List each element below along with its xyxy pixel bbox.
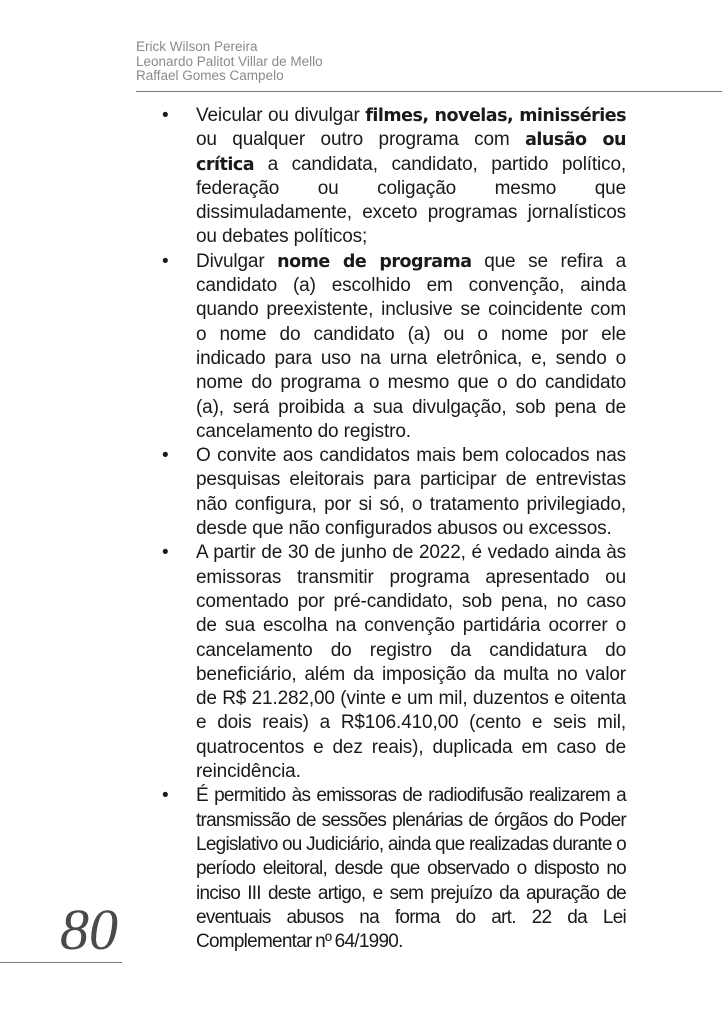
bullet-icon: •: [162, 542, 169, 564]
page-number: 80: [60, 897, 118, 962]
emphasis-text: alusão ou crítica: [196, 130, 626, 175]
item-text: ou qualquer outro programa com: [196, 129, 526, 151]
bullet-icon: •: [162, 250, 169, 272]
list-item: [160, 250, 626, 444]
item-text: que se refira a candidato (a) escolhido em convenção, ainda quando preexistente, inclusive se coincidente com o nome do candidato (a) ou o nome por ele indicado para uso na urna eletrônica, e, sendo o nome do programa o mesmo que o do candidato (a), será proibida a sua divulgação, sob pena de cancelamento do registro.: [196, 250, 626, 442]
author-name: Leonardo Palitot Villar de Mello: [136, 53, 323, 69]
item-text: É permitido às emissoras de radiodifusão realizarem a transmissão de sessões plenárias de órgãos do Poder Legislativo ou Judiciário, ainda que realizadas durante o período eleitoral, desde que observado o disposto no inciso III deste artigo, e sem prejuízo da apuração de eventuais abusos na forma do art. 22 da Lei Complementar nº 64/1990.: [196, 785, 626, 953]
item-text: O convite aos candidatos mais bem colocados nas pesquisas eleitorais para participar de entrevistas não configura, por si só, o tratamento privilegiado, desde que não configurados abusos ou excessos.: [196, 445, 626, 540]
emphasis-text: nome de programa: [277, 251, 472, 272]
list-item: [160, 444, 626, 541]
item-text: Divulgar: [196, 250, 278, 272]
item-text: A partir de 30 de junho de 2022, é vedado ainda às emissoras transmitir programa apresentado ou comentado por pré-candidato, sob pena, no caso de sua escolha na convenção partidária ocorrer o cancelamento do registro da candidatura do beneficiário, além da imposição da multa no valor de R$ 21.282,00 (vinte e um mil, duzentos e oitenta e dois reais) a R$106.410,00 (cento e seis mil, quatrocentos e dez reais), duplicada em caso de reincidência.: [196, 542, 626, 783]
author-name: Raffael Gomes Campelo: [136, 68, 284, 83]
item-text: a candidata, candidato, partido político, federação ou coligação mesmo que dissimuladamente, exceto programas jornalísticos ou debates políticos;: [196, 153, 626, 248]
list-item: [160, 541, 626, 784]
bullet-icon: •: [162, 105, 169, 126]
emphasis-text: filmes, novelas, minisséries: [365, 106, 627, 126]
bullet-icon: •: [162, 785, 169, 807]
list-item: [160, 784, 626, 954]
running-header: [136, 40, 323, 84]
footer-rule: [0, 962, 122, 963]
bullet-list: [160, 104, 626, 954]
bullet-icon: •: [162, 445, 169, 467]
header-rule: [136, 91, 722, 92]
item-text: Veicular ou divulgar: [196, 105, 366, 126]
list-item: [160, 104, 626, 250]
author-name: Erick Wilson Pereira: [136, 39, 258, 54]
